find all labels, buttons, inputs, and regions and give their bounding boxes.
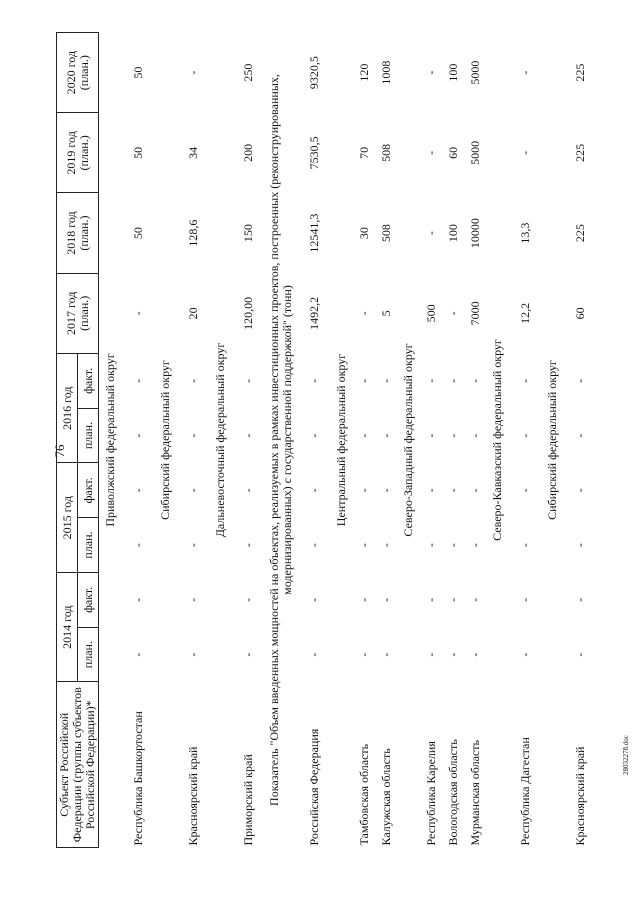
rotated-table-sheet: [56, 32, 626, 848]
table-cell: -: [517, 70, 532, 75]
row-label: Приморский край: [240, 754, 255, 846]
table-cell: -: [378, 652, 393, 657]
section-label: Дальневосточный федеральный округ: [213, 342, 227, 538]
table-cell: -: [185, 652, 200, 657]
table-cell: 225: [572, 224, 587, 243]
row-label: Российская Федерация: [306, 728, 321, 846]
header-2015: 2015 год: [57, 463, 78, 573]
page-number: 76: [52, 444, 67, 458]
table-cell: -: [423, 488, 438, 493]
table-cell: 5: [378, 310, 393, 317]
header-plan: план.: [78, 627, 99, 682]
section-label: Сибирский федеральный округ: [545, 360, 559, 520]
table-cell: -: [130, 543, 145, 548]
header-2017: 2017 год (план.): [57, 273, 99, 353]
indicator-row: [264, 33, 298, 848]
table-cell: -: [445, 488, 460, 493]
table-cell: -: [240, 652, 255, 657]
section-label: Северо-Западный федеральный округ: [401, 343, 415, 537]
table-cell: -: [572, 652, 587, 657]
table-row: [177, 33, 209, 848]
table-cell: -: [467, 433, 482, 438]
header-fact: факт.: [78, 353, 99, 408]
table-row: [564, 33, 596, 848]
table-row: [442, 33, 464, 848]
table-cell: -: [130, 433, 145, 438]
table-cell: -: [572, 488, 587, 493]
row-label: Красноярский край: [572, 746, 587, 846]
table-cell: 70: [356, 146, 371, 159]
table-cell: -: [445, 311, 460, 316]
table-cell: -: [517, 433, 532, 438]
table-cell: -: [185, 543, 200, 548]
table-cell: -: [467, 488, 482, 493]
table-cell: 120,00: [240, 296, 255, 330]
table-cell: -: [445, 433, 460, 438]
table-cell: -: [423, 543, 438, 548]
table-cell: -: [306, 652, 321, 657]
table-cell: -: [378, 597, 393, 602]
table-cell: 50: [130, 146, 145, 159]
table-cell: -: [467, 597, 482, 602]
table-cell: -: [423, 150, 438, 155]
table-cell: 5000: [467, 60, 482, 85]
table-cell: 60: [445, 146, 460, 159]
table-cell: -: [423, 70, 438, 75]
header-plan: план.: [78, 408, 99, 463]
table-cell: -: [240, 488, 255, 493]
table-cell: -: [240, 543, 255, 548]
table-cell: -: [378, 378, 393, 383]
header-2019: 2019 год (план.): [57, 113, 99, 193]
header-row-years: [57, 33, 78, 848]
table-cell: 100: [445, 63, 460, 82]
header-2020: 2020 год (план.): [57, 33, 99, 113]
table-cell: -: [306, 488, 321, 493]
table-cell: 50: [130, 66, 145, 79]
table-cell: -: [517, 150, 532, 155]
header-plan: план.: [78, 518, 99, 573]
table-cell: -: [572, 433, 587, 438]
row-label: Республика Карелия: [423, 741, 438, 846]
table-cell: -: [240, 378, 255, 383]
section-row: [99, 33, 123, 848]
header-subject: Субъект Российской Федерации (группы субъектов Российской Федерации)*: [57, 682, 99, 848]
table-row: [232, 33, 264, 848]
section-row: [330, 33, 353, 848]
table-cell: -: [240, 433, 255, 438]
table-cell: 225: [572, 63, 587, 82]
row-label: Вологодская область: [445, 739, 460, 846]
footer-filename: 28032278.doc: [622, 735, 630, 775]
table-cell: -: [467, 652, 482, 657]
table-cell: -: [130, 311, 145, 316]
header-2018: 2018 год (план.): [57, 193, 99, 273]
table-cell: -: [306, 378, 321, 383]
table-cell: 34: [185, 146, 200, 159]
table-cell: -: [356, 433, 371, 438]
table-cell: -: [356, 378, 371, 383]
table-cell: -: [356, 311, 371, 316]
table-row: [375, 33, 397, 848]
table-cell: 1492,2: [306, 296, 321, 330]
table-cell: -: [356, 597, 371, 602]
table-row: [420, 33, 442, 848]
table-cell: -: [423, 597, 438, 602]
table-cell: -: [445, 543, 460, 548]
table-cell: -: [185, 378, 200, 383]
section-row: [541, 33, 564, 848]
table-cell: -: [467, 378, 482, 383]
table-cell: -: [423, 433, 438, 438]
table-cell: -: [423, 231, 438, 236]
table-cell: -: [423, 378, 438, 383]
row-label: Республика Башкортостан: [130, 711, 145, 846]
header-fact: факт.: [78, 572, 99, 627]
table-cell: -: [185, 597, 200, 602]
header-2016: 2016 год: [57, 353, 78, 463]
section-row: [209, 33, 232, 848]
table-cell: 508: [378, 143, 393, 162]
table-cell: -: [445, 378, 460, 383]
table-cell: 10000: [467, 218, 482, 249]
table-cell: 150: [240, 224, 255, 243]
header-2014: 2014 год: [57, 572, 78, 682]
table-cell: -: [445, 597, 460, 602]
table-row: [298, 33, 330, 848]
table-cell: -: [130, 652, 145, 657]
header-fact: факт.: [78, 463, 99, 518]
table-cell: -: [572, 543, 587, 548]
table-cell: -: [517, 597, 532, 602]
section-row: [154, 33, 177, 848]
table-cell: -: [378, 543, 393, 548]
table-cell: -: [240, 597, 255, 602]
table-cell: 200: [240, 143, 255, 162]
table-cell: -: [572, 597, 587, 602]
table-cell: -: [356, 652, 371, 657]
indicator-label: Показатель "Объем введенных мощностей на объектах, реализуемых в рамках инвестиционных проектов, построенных (реконструированных, модернизированных) с государственной поддержкой" (тонн): [267, 74, 294, 806]
table-cell: 13,3: [517, 222, 532, 244]
table-cell: 128,6: [185, 219, 200, 247]
table-cell: -: [185, 433, 200, 438]
table-cell: 12541,3: [306, 213, 321, 253]
table-row: [353, 33, 375, 848]
table-cell: -: [445, 652, 460, 657]
table-cell: -: [517, 543, 532, 548]
section-label: Сибирский федеральный округ: [158, 360, 172, 520]
table-cell: 508: [378, 224, 393, 243]
table-cell: 9320,5: [306, 56, 321, 90]
table-cell: 7530,5: [306, 136, 321, 170]
table-cell: -: [356, 543, 371, 548]
table-cell: 120: [356, 63, 371, 82]
table-cell: -: [130, 597, 145, 602]
section-label: Приволжский федеральный округ: [103, 353, 117, 527]
row-label: Республика Дагестан: [517, 737, 532, 846]
table-cell: -: [467, 543, 482, 548]
table-cell: -: [185, 70, 200, 75]
table-cell: 500: [423, 304, 438, 323]
table-cell: -: [517, 488, 532, 493]
table-cell: 250: [240, 63, 255, 82]
table-cell: -: [130, 378, 145, 383]
table-row: [464, 33, 486, 848]
table-cell: 5000: [467, 140, 482, 165]
section-label: Северо-Кавказский федеральный округ: [490, 339, 504, 541]
table-cell: -: [185, 488, 200, 493]
table-cell: 30: [356, 227, 371, 240]
table-cell: -: [306, 597, 321, 602]
section-label: Центральный федеральный округ: [334, 353, 348, 527]
section-row: [397, 33, 420, 848]
table-cell: -: [306, 543, 321, 548]
table-cell: 50: [130, 227, 145, 240]
row-label: Тамбовская область: [356, 743, 371, 846]
table-cell: -: [423, 652, 438, 657]
section-row: [486, 33, 509, 848]
table-cell: -: [572, 378, 587, 383]
table-cell: -: [356, 488, 371, 493]
table-cell: 12,2: [517, 302, 532, 324]
table-cell: 100: [445, 224, 460, 243]
table-cell: 1008: [378, 60, 393, 85]
data-table: [56, 32, 596, 848]
table-cell: -: [378, 433, 393, 438]
row-label: Красноярский край: [185, 746, 200, 846]
table-cell: -: [378, 488, 393, 493]
row-label: Мурманская область: [467, 740, 482, 846]
table-cell: 20: [185, 307, 200, 320]
row-label: Калужская область: [378, 748, 393, 846]
table-row: [509, 33, 541, 848]
table-cell: 60: [572, 307, 587, 320]
table-cell: 225: [572, 143, 587, 162]
table-row: [122, 33, 154, 848]
table-cell: -: [306, 433, 321, 438]
table-cell: -: [517, 652, 532, 657]
table-cell: -: [517, 378, 532, 383]
table-cell: 7000: [467, 301, 482, 326]
table-cell: -: [130, 488, 145, 493]
